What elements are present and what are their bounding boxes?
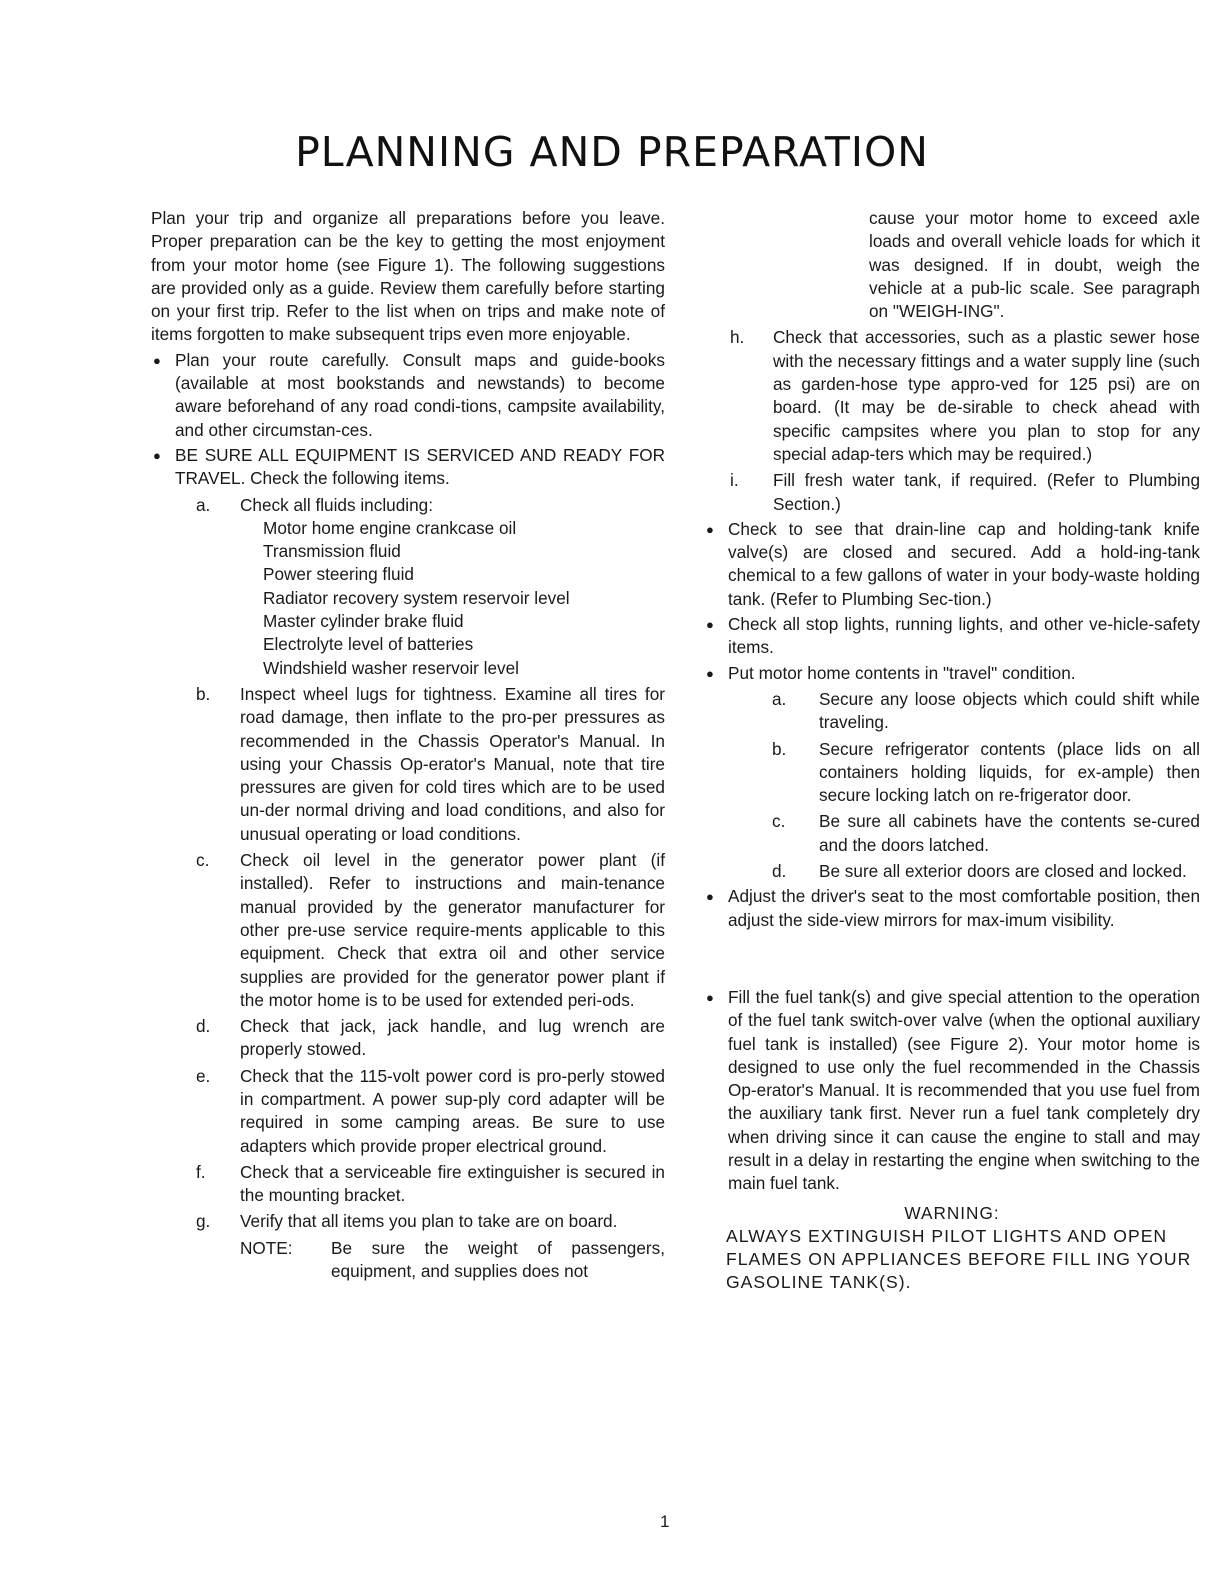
bullet-travel-text: Put motor home contents in "travel" condition.	[728, 662, 1076, 683]
note	[151, 1237, 665, 1284]
note-text: Be sure the weight of passengers, equipment, and supplies does not	[331, 1237, 665, 1282]
item-text: Fill fresh water tank, if required. (Refer to Plumbing Section.)	[773, 470, 1200, 514]
list-item: Master cylinder brake fluid	[263, 611, 464, 632]
list-item-a	[151, 494, 665, 517]
left-column	[151, 207, 665, 1283]
travel-item-c	[704, 810, 1200, 857]
list-item-e	[151, 1065, 665, 1158]
page-title: PLANNING AND PREPARATION	[295, 128, 929, 176]
bullet-drain	[704, 518, 1200, 611]
item-label: c.	[772, 811, 786, 832]
list-item: Windshield washer reservoir level	[263, 657, 519, 678]
item-text: Check that a serviceable fire extinguisher is secured in the mounting bracket.	[240, 1161, 665, 1206]
list-item: Transmission fluid	[263, 541, 401, 562]
item-text: Verify that all items you plan to take are on board.	[240, 1211, 618, 1232]
bullet-travel	[704, 662, 1200, 685]
list-item-i	[704, 469, 1200, 516]
item-text: Inspect wheel lugs for tightness. Examine all tires for road damage, then inflate to the pro-per pressures as recommended in the Chassis Operator's Manual. In using your Chassis Op-erator's Manual, note that tire pressures are given for cold tires which are to be used un-der normal driving and load conditions, and also for unusual operating or load conditions.	[240, 683, 665, 844]
list-item: Electrolyte level of batteries	[263, 634, 474, 655]
item-label: d.	[772, 861, 787, 882]
bullet-fuel	[704, 986, 1200, 1196]
list-item-c	[151, 849, 665, 1012]
warning-heading: WARNING:	[904, 1202, 1000, 1223]
travel-item-d	[704, 860, 1200, 883]
right-column	[704, 207, 1200, 1295]
item-text: Check that accessories, such as a plastic sewer hose with the necessary fittings and a water supply line (such as garden-hose type appro-ved for 125 psi) are on board. (It may be de-sirable to check ahead with specific campsites where you plan to stop for any special adap-ters which may be required.)	[773, 327, 1200, 464]
item-label: h.	[730, 327, 745, 348]
item-text: Secure any loose objects which could shift while traveling.	[819, 688, 1200, 733]
bullet-seat-text: Adjust the driver's seat to the most comfortable position, then adjust the side-view mirrors for max-imum visibility.	[728, 886, 1200, 930]
list-item: Power steering fluid	[263, 564, 414, 585]
item-text: Check that jack, jack handle, and lug wrench are properly stowed.	[240, 1016, 665, 1060]
item-text: Check that the 115-volt power cord is pro-perly stowed in compartment. A power sup-ply cord adapter will be required in some camping areas. Be sure to use adapters which provide proper electrical ground.	[240, 1065, 665, 1156]
list-item-f	[151, 1161, 665, 1208]
item-label: b.	[772, 738, 787, 759]
list-item-h	[704, 326, 1200, 466]
item-text: Check oil level in the generator power plant (if installed). Refer to instructions and main-tenance manual provided by the generator manufacturer for other pre-use service require-ments applicable to this equipment. Check that extra oil and other service supplies are provided for the generator power plant if the motor home is to be used for extended peri-ods.	[240, 850, 665, 1010]
item-text: Be sure all cabinets have the contents se-cured and the doors latched.	[819, 811, 1200, 855]
item-label: c.	[196, 850, 210, 871]
list-item-g	[151, 1210, 665, 1233]
warning-text: ALWAYS EXTINGUISH PILOT LIGHTS AND OPEN FLAMES ON APPLIANCES BEFORE FILL ING YOUR GASOLINE TANK(S).	[726, 1225, 1192, 1293]
item-label: i.	[730, 470, 739, 491]
note-label: NOTE:	[240, 1237, 293, 1258]
bullet-lights	[704, 613, 1200, 660]
item-label: f.	[196, 1161, 206, 1182]
bullet-equipment-text: BE SURE ALL EQUIPMENT IS SERVICED AND READY FOR TRAVEL. Check the following items.	[175, 444, 665, 489]
item-label: a.	[196, 494, 211, 515]
travel-item-b	[704, 738, 1200, 808]
bullet-fuel-text: Fill the fuel tank(s) and give special attention to the operation of the fuel tank switch-over valve (when the optional auxiliary fuel tank is installed) (see Figure 2). Your motor home is designed to use only the fuel recommended in the Chassis Op-erator's Manual. It is recommended that you use fuel from the auxiliary tank first. Never run a fuel tank completely dry when driving since it can cause the engine to stall and may result in a delay in restarting the engine when switching to the main fuel tank.	[728, 986, 1200, 1194]
bullet-lights-text: Check all stop lights, running lights, and other ve-hicle-safety items.	[728, 614, 1200, 658]
item-text: Secure refrigerator contents (place lids on all containers holding liquids, for ex-ample) then secure locking latch on re-frigerator door.	[819, 738, 1200, 806]
list-item: Motor home engine crankcase oil	[263, 517, 517, 538]
item-label: g.	[196, 1211, 211, 1232]
item-label: d.	[196, 1016, 211, 1037]
bullet-route	[151, 349, 665, 442]
item-label: b.	[196, 683, 211, 704]
intro-paragraph: Plan your trip and organize all preparations before you leave. Proper preparation can be the key to getting the most enjoyment from your motor home (see Figure 1). The following suggestions are provided only as a guide. Review them carefully before starting on your first trip. Refer to the list when on trips and make note of items forgotten to make subsequent trips even more enjoyable.	[151, 208, 665, 345]
travel-item-a	[704, 688, 1200, 735]
list-item-b	[151, 683, 665, 846]
fluids-list	[151, 517, 665, 680]
item-label: a.	[772, 688, 787, 709]
list-item-d	[151, 1015, 665, 1062]
bullet-equipment	[151, 444, 665, 491]
bullet-seat	[704, 885, 1200, 932]
item-label: e.	[196, 1065, 211, 1086]
bullet-drain-text: Check to see that drain-line cap and holding-tank knife valve(s) are closed and secured. Add a hold-ing-tank chemical to a few gallons of water in your body-waste holding tank. (Refer to Plumbing Sec-tion.)	[728, 518, 1200, 609]
bullet-route-text: Plan your route carefully. Consult maps and guide-books (available at most bookstands and newstands) to become aware beforehand of any road condi-tions, campsite availability, and other circumstan-ces.	[175, 349, 665, 440]
note-continued: cause your motor home to exceed axle loads and overall vehicle loads for which it was designed. If in doubt, weigh the vehicle at a pub-lic scale. See paragraph on "WEIGH-ING".	[869, 208, 1200, 322]
page-number: 1	[660, 1512, 670, 1531]
item-text: Check all fluids including:	[240, 494, 433, 515]
item-text: Be sure all exterior doors are closed and locked.	[819, 861, 1187, 882]
list-item: Radiator recovery system reservoir level	[263, 587, 570, 608]
